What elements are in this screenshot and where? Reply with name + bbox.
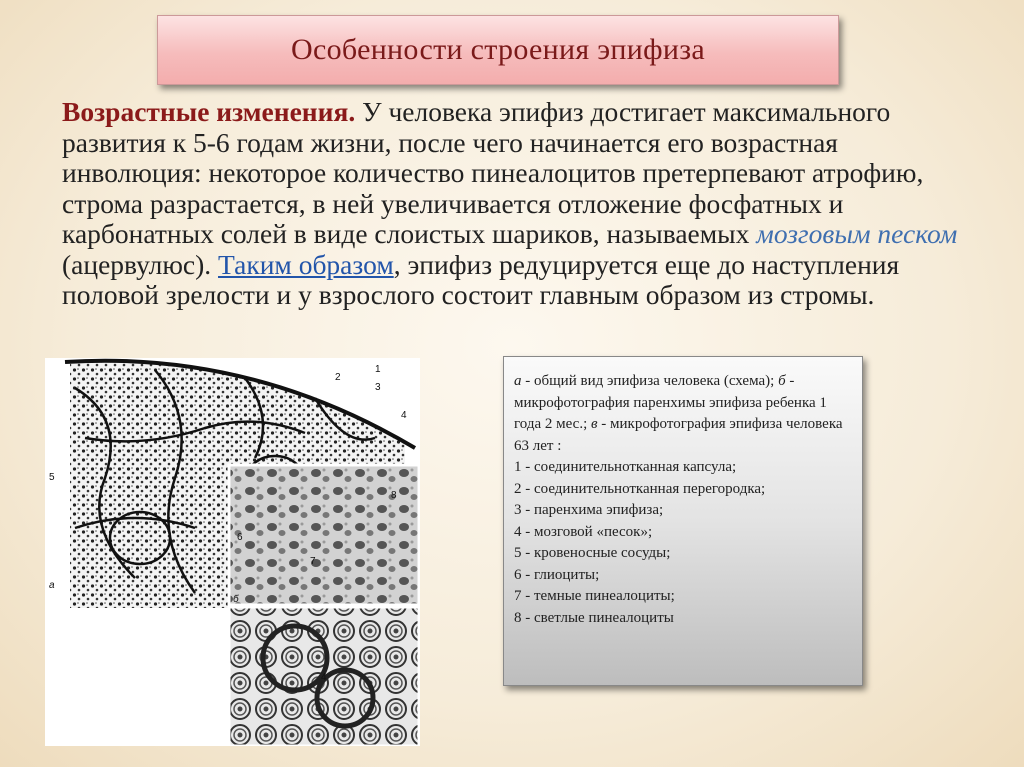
main-paragraph <box>62 97 962 311</box>
caption-item-1: 1 - соединительнотканная капсула; <box>514 459 737 475</box>
caption-item-2: 2 - соединительнотканная перегородка; <box>514 480 766 497</box>
title-box <box>157 15 839 85</box>
figure-label-4b: 4 <box>321 672 327 683</box>
lead-phrase: Возрастные изменения. <box>62 96 356 127</box>
figure-label-4: 4 <box>401 410 407 421</box>
paragraph-part-2: (ацервулюс). <box>62 248 219 280</box>
caption-item-6: 6 - глиоциты; <box>514 566 600 583</box>
figure-label-7: 7 <box>310 556 316 567</box>
figure-label-3: 3 <box>375 382 381 393</box>
caption-v-text: - микрофотография эпифиза человека 63 лет : <box>514 416 843 454</box>
histology-illustration <box>45 358 420 746</box>
caption-letter-b: б <box>778 373 786 389</box>
caption-a-text: - общий вид эпифиза человека (схема); <box>521 373 779 389</box>
caption-item-3: 3 - паренхима эпифиза; <box>514 502 664 518</box>
histology-figure <box>45 358 420 746</box>
figure-label-2: 2 <box>335 372 341 383</box>
link-takim-obrazom[interactable]: Таким образом <box>218 248 394 280</box>
caption-item-5: 5 - кровеносные сосуды; <box>514 545 671 561</box>
caption-item-4: 4 - мозговой «песок»; <box>514 523 653 540</box>
term-brain-sand: мозговым песком <box>756 218 958 249</box>
figure-label-6: 6 <box>237 532 243 543</box>
figure-label-8: 8 <box>391 490 397 501</box>
caption-letter-v: в <box>591 416 598 432</box>
caption-letter-a: а <box>514 373 522 389</box>
figure-letter-a: а <box>49 580 55 591</box>
caption-intro <box>514 371 850 457</box>
paragraph-part-1: У человека эпифиз достигает максимального развития к 5-6 годам жизни, после чего начинается его возрастная инволюция: некоторое количество пинеалоцитов претерпевают атрофию, строма разрастается, в ней увеличивается отложение фосфатных и карбонатных солей в виде слоистых шариков, называемых <box>62 96 924 249</box>
caption-item-8: 8 - светлые пинеалоциты <box>514 609 674 626</box>
figure-label-5: 5 <box>49 472 55 483</box>
slide-title: Особенности строения эпифиза <box>291 33 705 66</box>
paragraph-part-3: , эпифиз редуцируется еще до наступления половой зрелости и у взрослого состоит главным образом из стромы. <box>62 248 900 310</box>
figure-letter-b: б <box>233 594 239 605</box>
figure-caption <box>503 356 863 686</box>
caption-b-text: - микрофотография паренхимы эпифиза ребенка 1 года 2 мес.; <box>514 373 827 432</box>
caption-item-7: 7 - темные пинеалоциты; <box>514 588 675 604</box>
figure-label-1: 1 <box>375 364 381 375</box>
